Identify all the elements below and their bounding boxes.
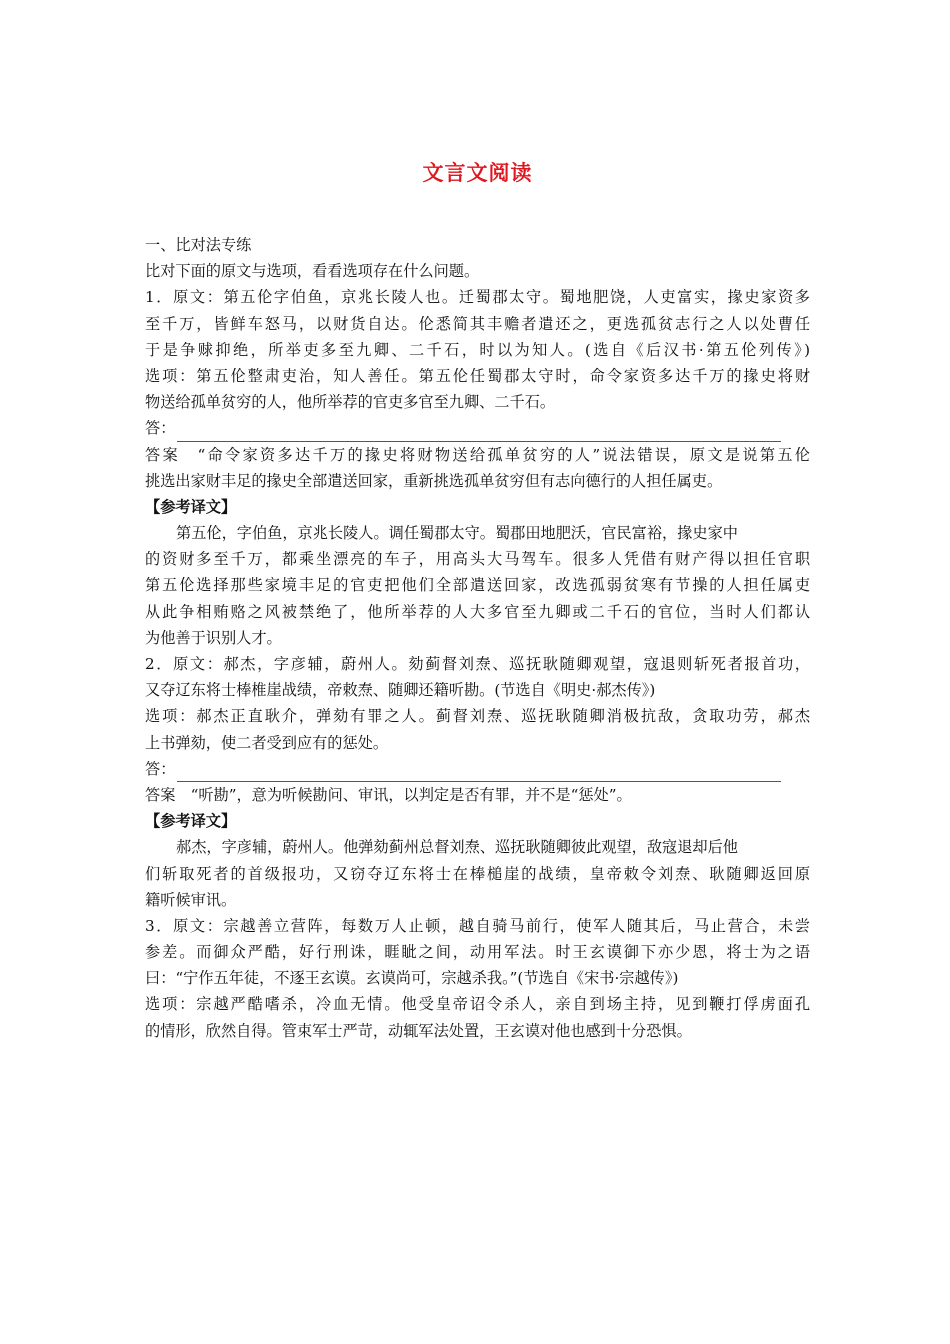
text-line: 答案 “命令家资多达千万的掾史将财物送给孤单贫穷的人”说法错误，原文是说第五伦 [145, 445, 810, 464]
text-line: 参差。而御众严酷，好行刑诛，睚眦之间，动用军法。时王玄谟御下亦少恩，将士为之语 [145, 943, 810, 962]
text-line: 2．原文：郝杰，字彦辅，蔚州人。劾蓟督刘焘、巡抚耿随卿观望，寇退则斩死者报首功， [145, 655, 810, 673]
text-line: 答案 “听勘”，意为听候勘问、审讯，以判定是否有罪，并不是“惩处”。 [145, 785, 632, 804]
answer-underline [177, 423, 781, 442]
text-line: 3．原文：宗越善立营阵，每数万人止顿，越自骑马前行，使军人随其后，马止营合，未尝 [145, 916, 810, 935]
document-body [145, 232, 810, 1044]
text-line: 选项：宗越严酷嗜杀，冷血无情。他受皇帝诏令杀人，亲自到场主持，见到鞭打俘虏面孔 [145, 995, 810, 1014]
answer-blank-line [145, 415, 810, 441]
text-line: 的资财多至千万，都乘坐漂亮的车子，用高头大马驾车。很多人凭借有财产得以担任官职 [145, 550, 810, 569]
answer-blank-line [145, 756, 810, 782]
text-line: 选项：郝杰正直耿介，弹劾有罪之人。蓟督刘焘、巡抚耿随卿消极抗敌，贪取功劳，郝杰 [145, 707, 810, 726]
text-line: 于是争赇抑绝，所举吏多至九卿、二千石，时以为知人。(选自《后汉书·第五伦列传》) [145, 340, 810, 359]
text-line: 选项：第五伦整肃吏治，知人善任。第五伦任蜀郡太守时，命令家资多达千万的掾史将财 [145, 366, 810, 385]
answer-underline [177, 763, 781, 782]
text-line: 至千万，皆鲜车怒马，以财货自达。伦悉简其丰赡者遣还之，更选孤贫志行之人以处曹任 [145, 314, 810, 333]
text-line: 比对下面的原文与选项，看看选项存在什么问题。 [145, 262, 480, 281]
text-line: 物送给孤单贫穷的人，他所举荐的官吏多官至九卿、二千石。 [145, 393, 556, 412]
text-line: 籍听候审讯。 [145, 890, 237, 909]
text-line: 第五伦选择那些家境丰足的官吏把他们全部遣送回家，改选孤弱贫寒有节操的人担任属吏 [145, 576, 810, 595]
text-line: 又夺辽东将士棒椎崖战绩，帝敕焘、随卿还籍听勘。(节选自《明史·郝杰传》) [145, 681, 656, 700]
text-line: 曰：“宁作五年徒，不逐王玄谟。玄谟尚可，宗越杀我。”(节选自《宋书·宗越传》) [145, 969, 679, 988]
text-line: 们斩取死者的首级报功，又窃夺辽东将士在棒槌崖的战绩，皇帝敕令刘焘、耿随卿返回原 [145, 864, 810, 883]
page-title: 文言文阅读 [422, 160, 533, 185]
paragraph-first-line: 第五伦，字伯鱼，京兆长陵人。调任蜀郡太守。蜀郡田地肥沃，官民富裕，掾史家中 [176, 524, 738, 543]
section-heading: 【参考译文】 [145, 497, 237, 516]
text-line: 的情形，欣然自得。管束军士严苛，动辄军法处置，王玄谟对他也感到十分恐惧。 [145, 1021, 692, 1040]
text-line: 上书弹劾，使二者受到应有的惩处。 [145, 733, 388, 752]
text-line: 从此争相贿赂之风被禁绝了，他所举荐的人大多官至九卿或二千石的官位，当时人们都认 [145, 602, 810, 621]
text-line: 为他善于识别人才。 [145, 628, 282, 647]
text-line: 挑选出家财丰足的掾史全部遣送回家，重新挑选孤单贫穷但有志向德行的人担任属吏。 [145, 471, 723, 490]
paragraph-first-line: 郝杰，字彦辅，蔚州人。他弹劾蓟州总督刘焘、巡抚耿随卿彼此观望，敌寇退却后他 [176, 838, 738, 857]
section-heading: 【参考译文】 [145, 812, 237, 831]
answer-label: 答： [145, 419, 176, 438]
text-line: 1．原文：第五伦字伯鱼，京兆长陵人也。迁蜀郡太守。蜀地肥饶，人吏富实，掾史家资多 [145, 288, 810, 307]
text-line: 一、比对法专练 [145, 236, 252, 254]
answer-label: 答： [145, 759, 176, 778]
